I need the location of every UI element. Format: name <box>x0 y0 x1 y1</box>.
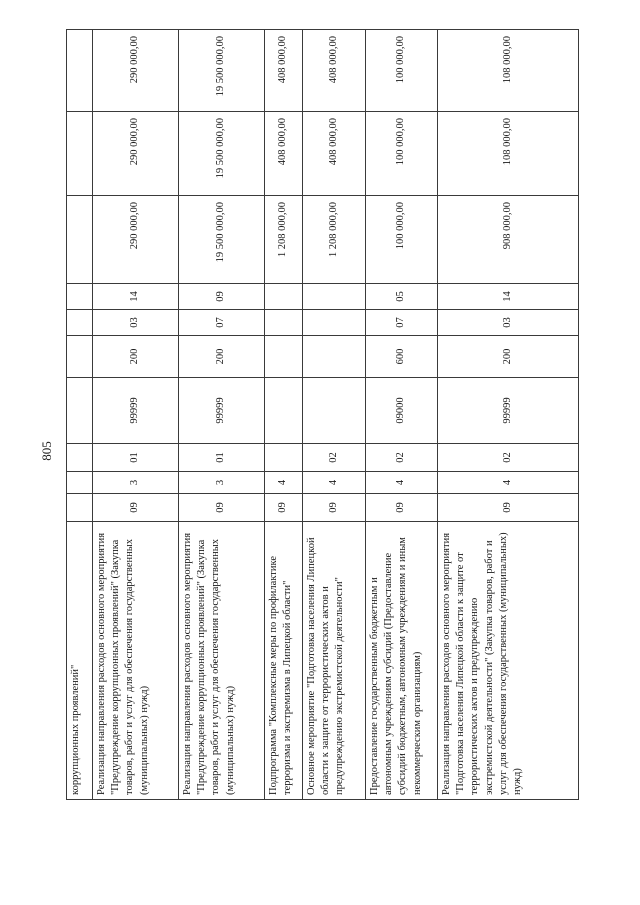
subsection-code-cell <box>67 284 93 310</box>
amount-year3-cell: 408 000,00 <box>303 30 366 112</box>
amount-year2-cell: 108 000,00 <box>438 112 579 196</box>
amount-year3-cell <box>67 30 93 112</box>
row-name-cell: Реализация направления расходов основного мероприятия "Подготовка населения Липецкой области к защите от террористических актов и предупреждению экстремистской деятельности" (Закупка товаров, работ и услуг для обеспечения государственных (муниципальных) нужд) <box>438 522 579 800</box>
program-code-cell: 4 <box>438 472 579 494</box>
program-code-cell: 4 <box>265 472 303 494</box>
target-article-cell: 99999 <box>179 378 265 444</box>
subprogram-code-cell: 01 <box>179 444 265 472</box>
expense-type-cell: 200 <box>438 336 579 378</box>
row-name-cell: коррупционных проявлений" <box>67 522 93 800</box>
subprogram-code-cell: 02 <box>438 444 579 472</box>
section-code-cell <box>265 310 303 336</box>
budget-table <box>66 29 579 800</box>
table-row <box>438 30 579 800</box>
subprogram-code-cell: 02 <box>366 444 438 472</box>
amount-year3-cell: 108 000,00 <box>438 30 579 112</box>
amount-year3-cell: 290 000,00 <box>93 30 179 112</box>
table-row <box>67 30 93 800</box>
section-code-cell: 07 <box>366 310 438 336</box>
section-code-cell: 03 <box>438 310 579 336</box>
rotated-table-container <box>66 30 578 800</box>
amount-year1-cell: 19 500 000,00 <box>179 196 265 284</box>
target-article-cell <box>265 378 303 444</box>
program-code-cell: 4 <box>303 472 366 494</box>
amount-year3-cell: 19 500 000,00 <box>179 30 265 112</box>
amount-year2-cell: 100 000,00 <box>366 112 438 196</box>
expense-type-cell <box>303 336 366 378</box>
ministry-code-cell: 09 <box>265 494 303 522</box>
row-name-cell: Подпрограмма "Комплексные меры по профилактике терроризма и экстремизма в Липецкой области" <box>265 522 303 800</box>
ministry-code-cell: 09 <box>93 494 179 522</box>
ministry-code-cell: 09 <box>366 494 438 522</box>
subsection-code-cell: 05 <box>366 284 438 310</box>
section-code-cell: 03 <box>93 310 179 336</box>
target-article-cell <box>303 378 366 444</box>
row-name-cell: Основное мероприятие "Подготовка населения Липецкой области к защите от террористических актов и предупреждению экстремистской деятельности" <box>303 522 366 800</box>
amount-year2-cell: 290 000,00 <box>93 112 179 196</box>
section-code-cell <box>303 310 366 336</box>
section-code-cell <box>67 310 93 336</box>
program-code-cell <box>67 472 93 494</box>
table-row <box>265 30 303 800</box>
subsection-code-cell: 09 <box>179 284 265 310</box>
amount-year2-cell: 408 000,00 <box>265 112 303 196</box>
amount-year2-cell <box>67 112 93 196</box>
program-code-cell: 4 <box>366 472 438 494</box>
amount-year1-cell: 1 208 000,00 <box>265 196 303 284</box>
expense-type-cell <box>67 336 93 378</box>
target-article-cell <box>67 378 93 444</box>
program-code-cell: 3 <box>179 472 265 494</box>
expense-type-cell: 200 <box>93 336 179 378</box>
amount-year3-cell: 100 000,00 <box>366 30 438 112</box>
ministry-code-cell: 09 <box>303 494 366 522</box>
section-code-cell: 07 <box>179 310 265 336</box>
subprogram-code-cell <box>67 444 93 472</box>
amount-year3-cell: 408 000,00 <box>265 30 303 112</box>
expense-type-cell <box>265 336 303 378</box>
target-article-cell: 99999 <box>438 378 579 444</box>
table-wrapper <box>66 30 578 800</box>
amount-year2-cell: 19 500 000,00 <box>179 112 265 196</box>
subsection-code-cell: 14 <box>93 284 179 310</box>
subsection-code-cell: 14 <box>438 284 579 310</box>
row-name-cell: Предоставление государственным бюджетным и автономным учреждениям субсидий (Предоставление субсидий бюджетным, автономным учреждениям и иным некоммерческим организациям) <box>366 522 438 800</box>
table-row <box>179 30 265 800</box>
subprogram-code-cell: 02 <box>303 444 366 472</box>
subsection-code-cell <box>265 284 303 310</box>
page-number: 805 <box>39 441 54 461</box>
amount-year1-cell: 290 000,00 <box>93 196 179 284</box>
ministry-code-cell <box>67 494 93 522</box>
ministry-code-cell: 09 <box>438 494 579 522</box>
expense-type-cell: 200 <box>179 336 265 378</box>
amount-year2-cell: 408 000,00 <box>303 112 366 196</box>
ministry-code-cell: 09 <box>179 494 265 522</box>
table-body <box>67 30 579 800</box>
subsection-code-cell <box>303 284 366 310</box>
row-name-cell: Реализация направления расходов основного мероприятия "Предупреждение коррупционных проявлений" (Закупка товаров, работ и услуг для обеспечения государственных (муниципальных) нужд) <box>179 522 265 800</box>
program-code-cell: 3 <box>93 472 179 494</box>
subprogram-code-cell <box>265 444 303 472</box>
table-row <box>93 30 179 800</box>
table-row <box>303 30 366 800</box>
amount-year1-cell <box>67 196 93 284</box>
table-row <box>366 30 438 800</box>
row-name-cell: Реализация направления расходов основного мероприятия "Предупреждение коррупционных проявлений" (Закупка товаров, работ и услуг для обеспечения государственных (муниципальных) нужд) <box>93 522 179 800</box>
amount-year1-cell: 908 000,00 <box>438 196 579 284</box>
target-article-cell: 09000 <box>366 378 438 444</box>
amount-year1-cell: 100 000,00 <box>366 196 438 284</box>
subprogram-code-cell: 01 <box>93 444 179 472</box>
target-article-cell: 99999 <box>93 378 179 444</box>
amount-year1-cell: 1 208 000,00 <box>303 196 366 284</box>
expense-type-cell: 600 <box>366 336 438 378</box>
